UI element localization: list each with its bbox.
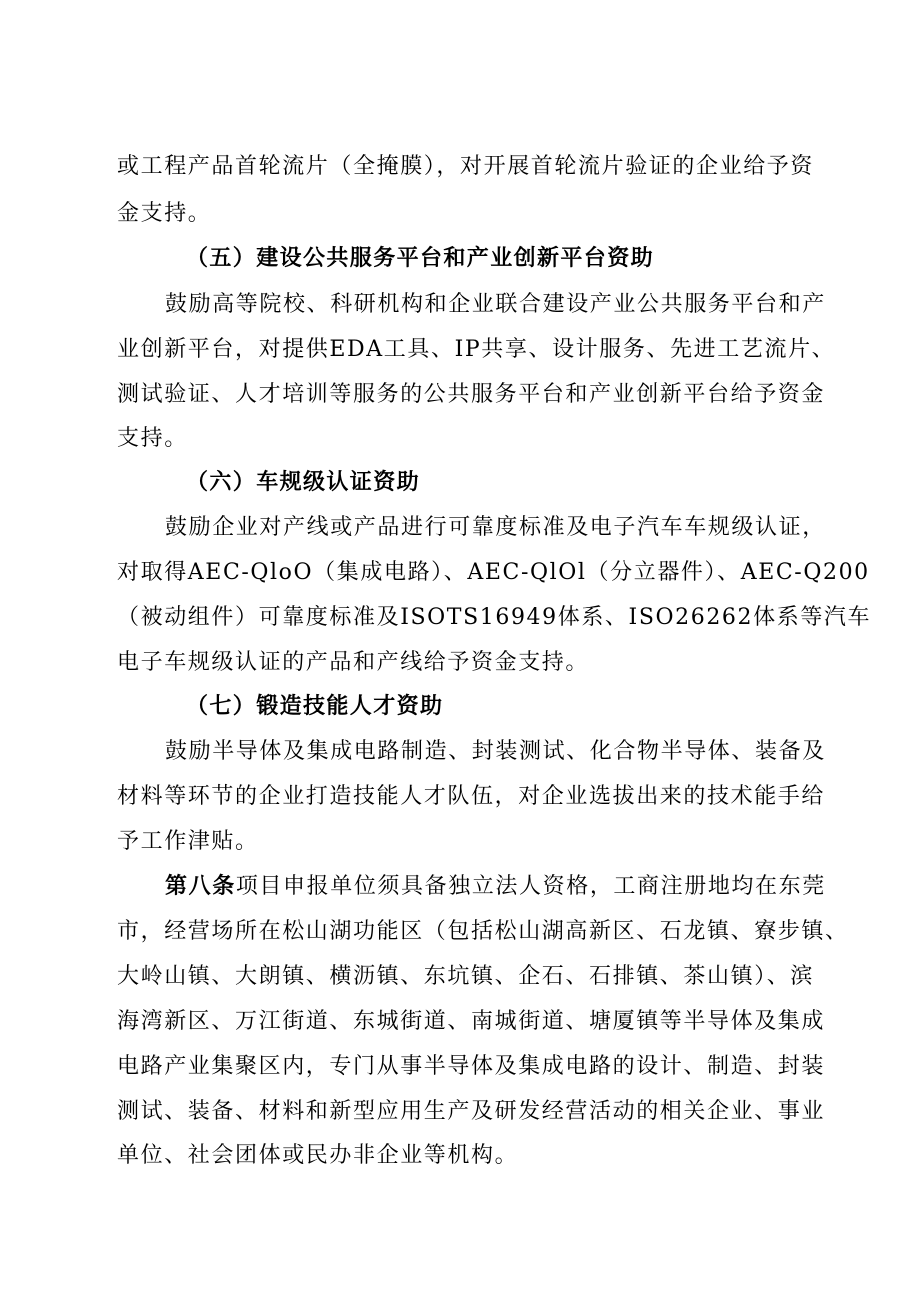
paragraph-line: 单位、社会团体或民办非企业等机构。 (117, 1143, 519, 1168)
paragraph-line: 电路产业集聚区内，专门从事半导体及集成电路的设计、制造、封装 (117, 1054, 826, 1079)
section-heading-7: （七）锻造技能人才资助 (186, 694, 444, 719)
paragraph-line: 市，经营场所在松山湖功能区（包括松山湖高新区、石龙镇、寮步镇、 (117, 919, 849, 944)
paragraph-line: 大岭山镇、大朗镇、横沥镇、东坑镇、企石、石排镇、茶山镇）、滨 (117, 964, 815, 989)
paragraph-line: 鼓励企业对产线或产品进行可靠度标准及电子汽车车规级认证， (165, 515, 826, 540)
article-8-first-line (165, 872, 826, 902)
paragraph-line: 予工作津贴。 (117, 829, 259, 854)
paragraph-line: 业创新平台，对提供EDA工具、IP共享、设计服务、先进工艺流片、 (117, 337, 836, 362)
article-label: 第八条 (165, 874, 236, 899)
paragraph-line: 金支持。 (117, 201, 212, 226)
paragraph-line: 对取得AEC-QloO（集成电路）、AEC-QlOl（分立器件）、AEC-Q200 (117, 560, 870, 585)
paragraph-line: 材料等环节的企业打造技能人才队伍，对企业选拔出来的技术能手给 (117, 784, 826, 809)
paragraph-line: 或工程产品首轮流片（全掩膜），对开展首轮流片验证的企业给予资 (117, 154, 815, 179)
paragraph-line: 测试、装备、材料和新型应用生产及研发经营活动的相关企业、事业 (117, 1099, 826, 1124)
paragraph-line: 海湾新区、万江街道、东城街道、南城街道、塘厦镇等半导体及集成 (117, 1009, 826, 1034)
section-heading-5: （五）建设公共服务平台和产业创新平台资助 (186, 246, 655, 271)
paragraph-line: 电子车规级认证的产品和产线给予资金支持。 (117, 650, 590, 675)
paragraph-line: 鼓励半导体及集成电路制造、封装测试、化合物半导体、装备及 (165, 739, 826, 764)
paragraph-line: 测试验证、人才培训等服务的公共服务平台和产业创新平台给予资金 (117, 382, 826, 407)
article-text: 项目申报单位须具备独立法人资格，工商注册地均在东莞 (235, 874, 826, 899)
paragraph-line: 鼓励高等院校、科研机构和企业联合建设产业公共服务平台和产 (165, 292, 826, 317)
paragraph-line: （被动组件）可靠度标准及ISOTS16949体系、ISO26262体系等汽车 (117, 605, 872, 630)
section-heading-6: （六）车规级认证资助 (186, 470, 421, 495)
paragraph-line: 支持。 (117, 426, 188, 451)
